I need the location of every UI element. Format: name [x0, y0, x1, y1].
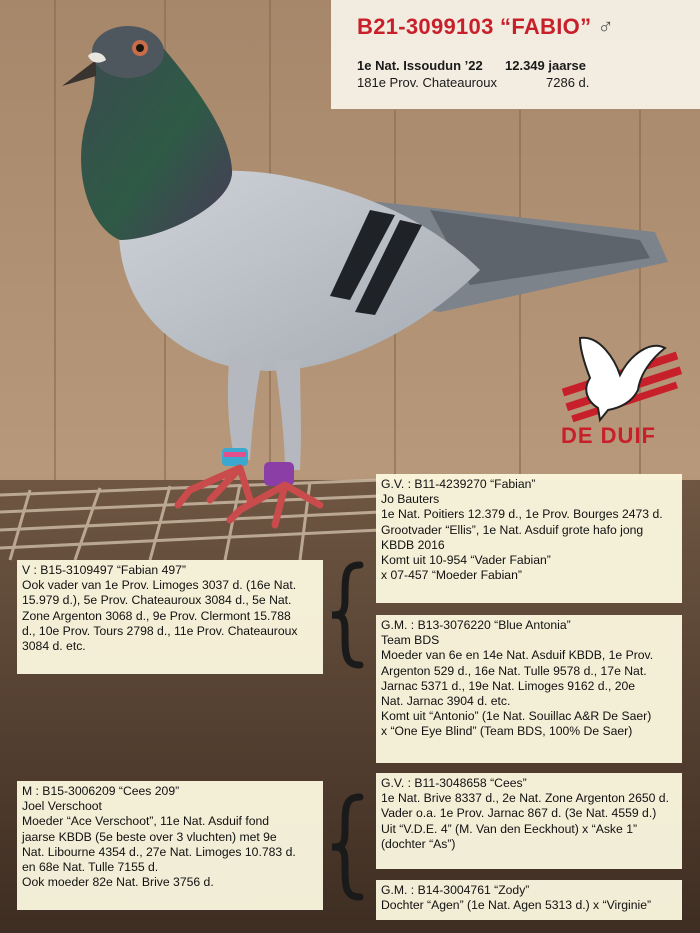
gm-father-line: Moeder van 6e en 14e Nat. Asduif KBDB, 1e Prov.	[381, 648, 654, 663]
gv-mother-line: G.V. : B11-3048658 “Cees”	[381, 776, 527, 790]
mother-line: Moeder “Ace Verschoot”, 11e Nat. Asduif fond	[22, 814, 270, 829]
gv-father-line: G.V. : B11-4239270 “Fabian”	[381, 477, 536, 491]
gv-father-line: Grootvader “Ellis”, 1e Nat. Asduif grote hafo jong	[381, 522, 644, 537]
father-line: 3084 d. etc.	[22, 639, 86, 654]
gm-father-line: Jarnac 5371 d., 19e Nat. Limoges 9162 d., 20e	[381, 678, 636, 693]
result-2-label: 181e Prov. Chateauroux	[357, 75, 497, 90]
gm-father-line: Komt uit “Antonio” (1e Nat. Souillac A&R De Saer)	[381, 709, 652, 724]
card-grandfather-maternal	[376, 773, 682, 869]
card-mother	[17, 781, 323, 910]
father-line: Zone Argenton 3068 d., 9e Prov. Clermont 15.788	[22, 608, 291, 623]
card-grandfather-paternal	[376, 474, 682, 603]
gm-mother-line: Dochter “Agen” (1e Nat. Agen 5313 d.) x “Virginie”	[381, 898, 652, 913]
mother-line: Nat. Libourne 4354 d., 27e Nat. Limoges 10.783 d.	[22, 844, 296, 859]
card-father	[17, 560, 323, 674]
de-duif-logo	[560, 330, 688, 425]
gv-father-line: KBDB 2016	[381, 537, 445, 552]
result-line-1	[357, 58, 586, 73]
title-text: B21-3099103 “FABIO”	[357, 14, 592, 39]
mother-line: Ook moeder 82e Nat. Brive 3756 d.	[22, 875, 214, 890]
result-1-label: 1e Nat. Issoudun ’22	[357, 58, 483, 73]
result-2-value: 7286 d.	[546, 75, 590, 90]
result-line-2	[357, 75, 590, 90]
header-panel	[331, 0, 700, 109]
mother-line: Joel Verschoot	[22, 799, 102, 814]
card-grandmother-maternal	[376, 880, 682, 920]
gm-father-line: G.M. : B13-3076220 “Blue Antonia”	[381, 618, 571, 632]
father-line: 15.979 d.), 5e Prov. Chateauroux 3084 d., 5e Nat.	[22, 593, 292, 608]
gm-father-line: Team BDS	[381, 633, 440, 648]
result-1-value: 12.349 jaarse	[505, 58, 586, 73]
pigeon-title	[357, 14, 614, 40]
gv-mother-line: (dochter “As”)	[381, 836, 456, 851]
male-symbol-icon: ♂	[597, 14, 615, 39]
logo-text: DE DUIF	[561, 423, 656, 448]
card-grandmother-paternal	[376, 615, 682, 763]
gv-mother-line: Uit “V.D.E. 4” (M. Van den Eeckhout) x “Aske 1”	[381, 821, 638, 836]
gv-father-line: Komt uit 10-954 “Vader Fabian”	[381, 553, 551, 568]
gv-father-line: 1e Nat. Poitiers 12.379 d., 1e Prov. Bourges 2473 d.	[381, 507, 663, 522]
mother-line: jaarse KBDB (5e beste over 3 vluchten) met 9e	[22, 829, 277, 844]
father-line: Ook vader van 1e Prov. Limoges 3037 d. (16e Nat.	[22, 578, 297, 593]
gv-father-line: Jo Bauters	[381, 492, 440, 507]
gm-father-line: Nat. Jarnac 3904 d. etc.	[381, 694, 511, 709]
mother-line: M : B15-3006209 “Cees 209”	[22, 784, 180, 798]
father-line: d., 10e Prov. Tours 2798 d., 11e Prov. Chateauroux	[22, 623, 298, 638]
gm-mother-line: G.M. : B14-3004761 “Zody”	[381, 883, 530, 897]
gv-father-line: x 07-457 “Moeder Fabian”	[381, 568, 522, 583]
gm-father-line: x “One Eye Blind” (Team BDS, 100% De Saer)	[381, 724, 633, 739]
gv-mother-line: 1e Nat. Brive 8337 d., 2e Nat. Zone Argenton 2650 d.	[381, 791, 669, 806]
gm-father-line: Argenton 529 d., 16e Nat. Tulle 9578 d., 17e Nat.	[381, 663, 647, 678]
gv-mother-line: Vader o.a. 1e Prov. Jarnac 867 d. (3e Nat. 4559 d.)	[381, 806, 657, 821]
father-line: V : B15-3109497 “Fabian 497”	[22, 563, 186, 577]
mother-line: en 68e Nat. Tulle 7155 d.	[22, 860, 159, 875]
